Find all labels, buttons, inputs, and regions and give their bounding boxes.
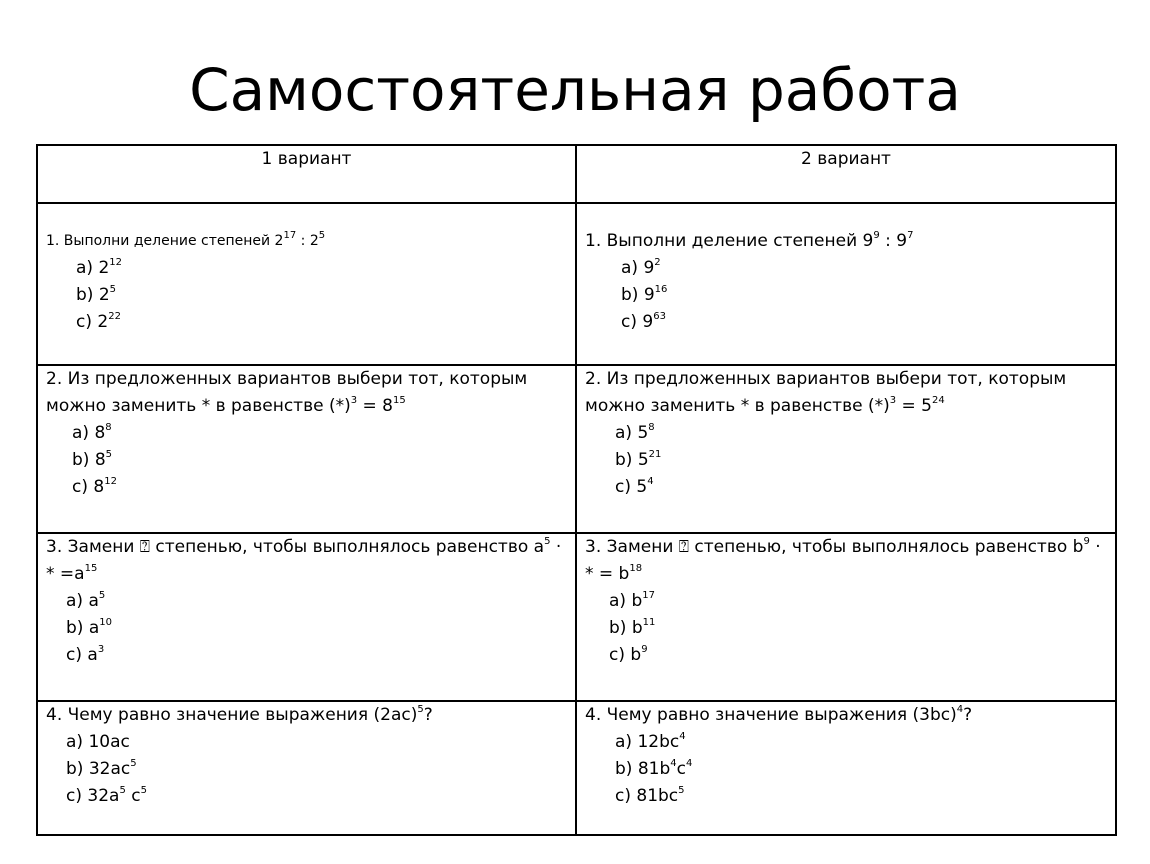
text-fragment: a) a <box>66 591 99 611</box>
text-fragment: c) a <box>66 645 98 665</box>
exponent: 5 <box>318 230 326 242</box>
text-fragment: a) 9 <box>621 258 655 278</box>
exponent: 5 <box>544 536 551 548</box>
exponent: 5 <box>417 704 424 716</box>
question-text <box>585 366 1111 420</box>
cell <box>37 701 576 835</box>
question-text <box>585 702 1111 729</box>
answer-option <box>46 309 571 336</box>
text-fragment: 2. Из предложенных вариантов выбери тот, которым можно заменить * в равенстве (*) <box>46 369 528 416</box>
text-fragment: b) 9 <box>621 285 655 305</box>
exponent: 2 <box>654 257 661 269</box>
exponent: 8 <box>105 422 112 434</box>
exponent: 5 <box>109 284 117 296</box>
answer-option <box>46 783 571 810</box>
page-title: Самостоятельная работа <box>189 56 961 124</box>
answer-option <box>585 255 1111 282</box>
exponent: 9 <box>641 644 648 656</box>
cell <box>576 533 1116 701</box>
variant-2-header: 2 вариант <box>576 145 1116 203</box>
exponent: 11 <box>642 617 656 629</box>
text-fragment: ? <box>423 705 433 725</box>
text-fragment: b) a <box>66 618 100 638</box>
question-text <box>46 702 571 729</box>
exponent: 17 <box>642 590 655 602</box>
text-fragment: a) 12bc <box>615 732 680 752</box>
text-fragment: c) 81bc <box>615 786 679 806</box>
text-fragment: 4. Чему равно значение выражения (2ac) <box>46 705 418 725</box>
text-fragment: 3. Замени ⍰ степенью, чтобы выполнялось равенство a <box>46 537 545 557</box>
question-text <box>585 228 1111 255</box>
text-fragment: : 2 <box>296 233 319 249</box>
answer-option <box>46 447 571 474</box>
exponent: 21 <box>648 449 662 461</box>
question-text <box>46 366 571 420</box>
exponent: 4 <box>956 704 964 716</box>
text-fragment: 4. Чему равно значение выражения (3bc) <box>585 705 957 725</box>
exponent: 4 <box>685 758 693 770</box>
answer-option <box>46 420 571 447</box>
text-fragment: c) 8 <box>72 477 105 497</box>
exponent: 3 <box>350 395 358 407</box>
exponent: 7 <box>907 230 914 242</box>
answer-option <box>585 588 1111 615</box>
text-fragment: c <box>676 759 686 779</box>
exponent: 4 <box>670 758 677 770</box>
text-fragment: a) 2 <box>76 258 110 278</box>
exponent: 5 <box>140 785 147 797</box>
answer-option <box>46 615 571 642</box>
exponent: 24 <box>931 395 945 407</box>
answer-option <box>46 255 571 282</box>
cell <box>37 533 576 701</box>
exponent: 10 <box>99 617 112 629</box>
text-fragment: b) 8 <box>72 450 106 470</box>
text-fragment: ? <box>963 705 973 725</box>
question-text <box>46 534 571 588</box>
exponent: 18 <box>629 563 643 575</box>
text-fragment: b) b <box>609 618 643 638</box>
text-fragment: 1. Выполни деление степеней 9 <box>585 231 874 251</box>
exponent: 9 <box>873 230 880 242</box>
exponent: 3 <box>889 395 897 407</box>
text-fragment: 1. Выполни деление степеней 2 <box>46 233 284 249</box>
answer-option <box>585 420 1111 447</box>
exponent: 15 <box>392 395 406 407</box>
answer-option <box>585 282 1111 309</box>
exponent: 15 <box>84 563 98 575</box>
text-fragment: a) 5 <box>615 423 649 443</box>
text-fragment: c) 32a <box>66 786 120 806</box>
answer-option <box>46 756 571 783</box>
answer-option <box>46 642 571 669</box>
text-fragment: c) 9 <box>621 312 654 332</box>
exponent: 5 <box>98 590 106 602</box>
answer-option <box>585 615 1111 642</box>
answer-option <box>585 729 1111 756</box>
text-fragment: · * =a <box>46 537 562 584</box>
answer-option <box>46 282 571 309</box>
exponent: 5 <box>130 758 137 770</box>
text-fragment: 3. Замени ⍰ степенью, чтобы выполнялось равенство b <box>585 537 1084 557</box>
answer-option <box>585 642 1111 669</box>
text-fragment: b) 32ac <box>66 759 131 779</box>
exponent: 22 <box>108 311 121 323</box>
text-fragment: c) b <box>609 645 642 665</box>
exponent: 5 <box>105 449 113 461</box>
text-fragment: a) 8 <box>72 423 106 443</box>
text-fragment: · * = b <box>585 537 1101 584</box>
text-fragment: c) 2 <box>76 312 109 332</box>
variant-1-header: 1 вариант <box>37 145 576 203</box>
exponent: 4 <box>679 731 686 743</box>
cell <box>37 203 576 365</box>
text-fragment: b) 2 <box>76 285 110 305</box>
exponent: 5 <box>678 785 685 797</box>
question-text <box>46 228 571 255</box>
exponent: 3 <box>97 644 105 656</box>
exponent: 4 <box>647 476 654 488</box>
cell <box>576 203 1116 365</box>
text-fragment: b) 5 <box>615 450 649 470</box>
text-fragment: c) 5 <box>615 477 648 497</box>
cell <box>576 701 1116 835</box>
text-fragment: 2. Из предложенных вариантов выбери тот, которым можно заменить * в равенстве (*) <box>585 369 1067 416</box>
exponent: 16 <box>654 284 668 296</box>
cell <box>37 365 576 533</box>
text-fragment: a) b <box>609 591 643 611</box>
answer-option <box>585 783 1111 810</box>
exponent: 8 <box>648 422 655 434</box>
text-fragment: b) 81b <box>615 759 671 779</box>
exponent: 5 <box>119 785 126 797</box>
cell <box>576 365 1116 533</box>
question-text <box>585 534 1111 588</box>
answer-option <box>585 756 1111 783</box>
answer-option <box>46 474 571 501</box>
exponent: 12 <box>104 476 117 488</box>
answer-option <box>46 729 571 756</box>
text-fragment: = 5 <box>896 396 932 416</box>
answer-option <box>585 309 1111 336</box>
text-fragment: a) 10ac <box>66 732 130 752</box>
answer-option <box>46 588 571 615</box>
text-fragment: c <box>125 786 141 806</box>
exponent: 17 <box>283 230 297 242</box>
exponent: 9 <box>1083 536 1090 548</box>
answer-option <box>585 447 1111 474</box>
exponent: 63 <box>653 311 666 323</box>
variants-table <box>36 144 1117 836</box>
answer-option <box>585 474 1111 501</box>
text-fragment: = 8 <box>357 396 393 416</box>
text-fragment: : 9 <box>879 231 908 251</box>
exponent: 12 <box>109 257 123 269</box>
